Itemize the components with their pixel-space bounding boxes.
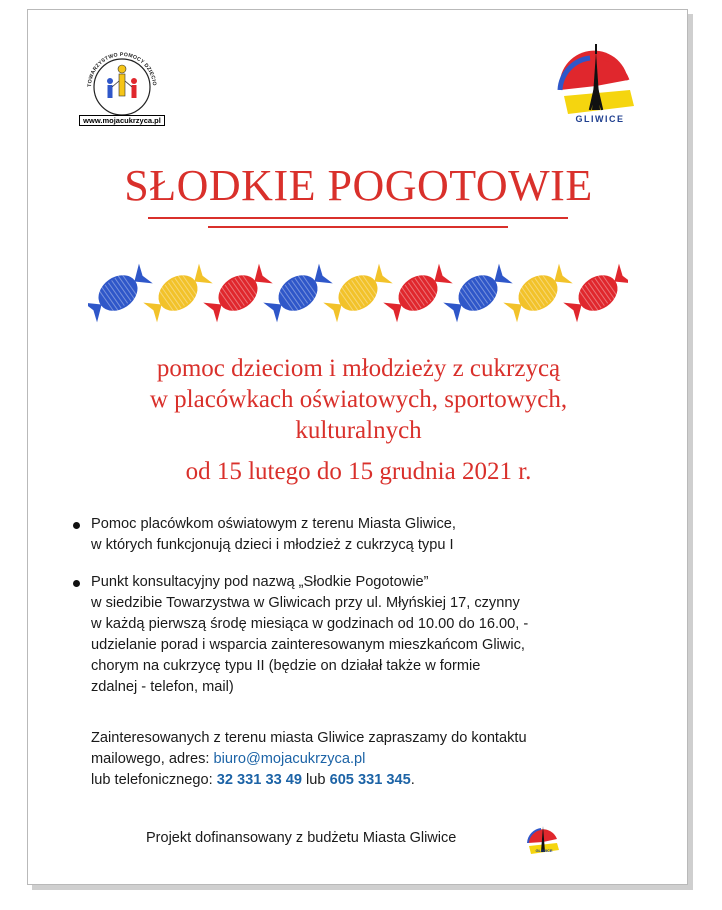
- candy-icon: [261, 260, 335, 325]
- title-rule-bottom: [208, 226, 508, 228]
- subtitle-line: pomoc dzieciom i młodzieży z cukrzycą: [156, 355, 561, 382]
- gliwice-logo-label: GLIWICE: [575, 114, 625, 124]
- candy-icon: [141, 260, 215, 325]
- list-item-line: Punkt konsultacyjny pod nazwą „Słodkie Pogotowie”: [91, 574, 429, 590]
- flyer-page: [27, 9, 688, 885]
- ring-text: TOWARZYSTWO POMOCY DZIECIO: [86, 51, 158, 88]
- candy-icon: [381, 260, 455, 325]
- bullet-dot-icon: [73, 580, 80, 587]
- contact-line: [91, 770, 661, 791]
- candy-row: [88, 248, 628, 338]
- contact-line: Zainteresowanych z terenu miasta Gliwice zapraszamy do kontaktu: [91, 730, 527, 746]
- contact-email-label: mailowego, adres:: [91, 751, 214, 767]
- gliwice-tower-icon: [550, 40, 640, 118]
- list-item: [73, 514, 663, 556]
- footer-logo-label: GLIWICE: [535, 848, 553, 853]
- svg-text:TOWARZYSTWO POMOCY DZIECIOM I: [79, 47, 157, 87]
- contact-info: [91, 728, 661, 791]
- phone-end: .: [410, 772, 415, 788]
- children-logo-icon: [79, 47, 165, 117]
- subtitle-line: kulturalnych: [295, 417, 422, 444]
- contact-phone-label: lub telefonicznego:: [91, 772, 217, 788]
- candy-icon: [321, 260, 395, 325]
- list-item-line: w siedzibie Towarzystwa w Gliwicach przy ul. Młyńskiej 17, czynny: [91, 595, 520, 611]
- footer-gliwice-tower-icon: [524, 820, 562, 858]
- contact-line: [91, 749, 661, 770]
- list-item-line: udzielanie porad i wsparcia zainteresowanym mieszkańcom Gliwic,: [91, 637, 525, 653]
- association-url: www.mojacukrzyca.pl: [79, 115, 165, 126]
- candy-icon: [561, 260, 628, 325]
- bullet-dot-icon: [73, 522, 80, 529]
- page-title: SŁODKIE POGOTOWIE: [124, 161, 593, 210]
- candy-icon: [501, 260, 575, 325]
- phone-link-landline[interactable]: 32 331 33 49: [216, 772, 302, 788]
- gliwice-logo: [550, 40, 640, 132]
- footer-gliwice-logo: [524, 820, 562, 858]
- list-item: [73, 572, 663, 698]
- candy-icon: [88, 260, 155, 325]
- candy-icon: [201, 260, 275, 325]
- list-item-line: Pomoc placówkom oświatowym z terenu Miasta Gliwice,: [91, 516, 456, 532]
- list-item-line: w których funkcjonują dzieci i młodzież z cukrzycą typu I: [91, 537, 454, 553]
- info-list: [73, 514, 663, 714]
- phone-separator: lub: [301, 772, 330, 788]
- date-range: od 15 lutego do 15 grudnia 2021 r.: [185, 458, 532, 485]
- list-item-line: chorym na cukrzycę typu II (będzie on działał także w formie: [91, 658, 481, 674]
- list-item-line: w każdą pierwszą środę miesiąca w godzinach od 10.00 do 16.00, -: [91, 616, 529, 632]
- candy-icon: [441, 260, 515, 325]
- title-rule-top: [148, 217, 568, 219]
- list-item-line: zdalnej - telefon, mail): [91, 679, 234, 695]
- phone-link-mobile[interactable]: 605 331 345: [329, 772, 411, 788]
- association-logo: [79, 47, 165, 139]
- email-link[interactable]: biuro@mojacukrzyca.pl: [213, 751, 366, 767]
- subtitle: [28, 353, 689, 446]
- funding-note: Projekt dofinansowany z budżetu Miasta Gliwice: [146, 830, 457, 846]
- subtitle-line: w placówkach oświatowych, sportowych,: [149, 386, 568, 413]
